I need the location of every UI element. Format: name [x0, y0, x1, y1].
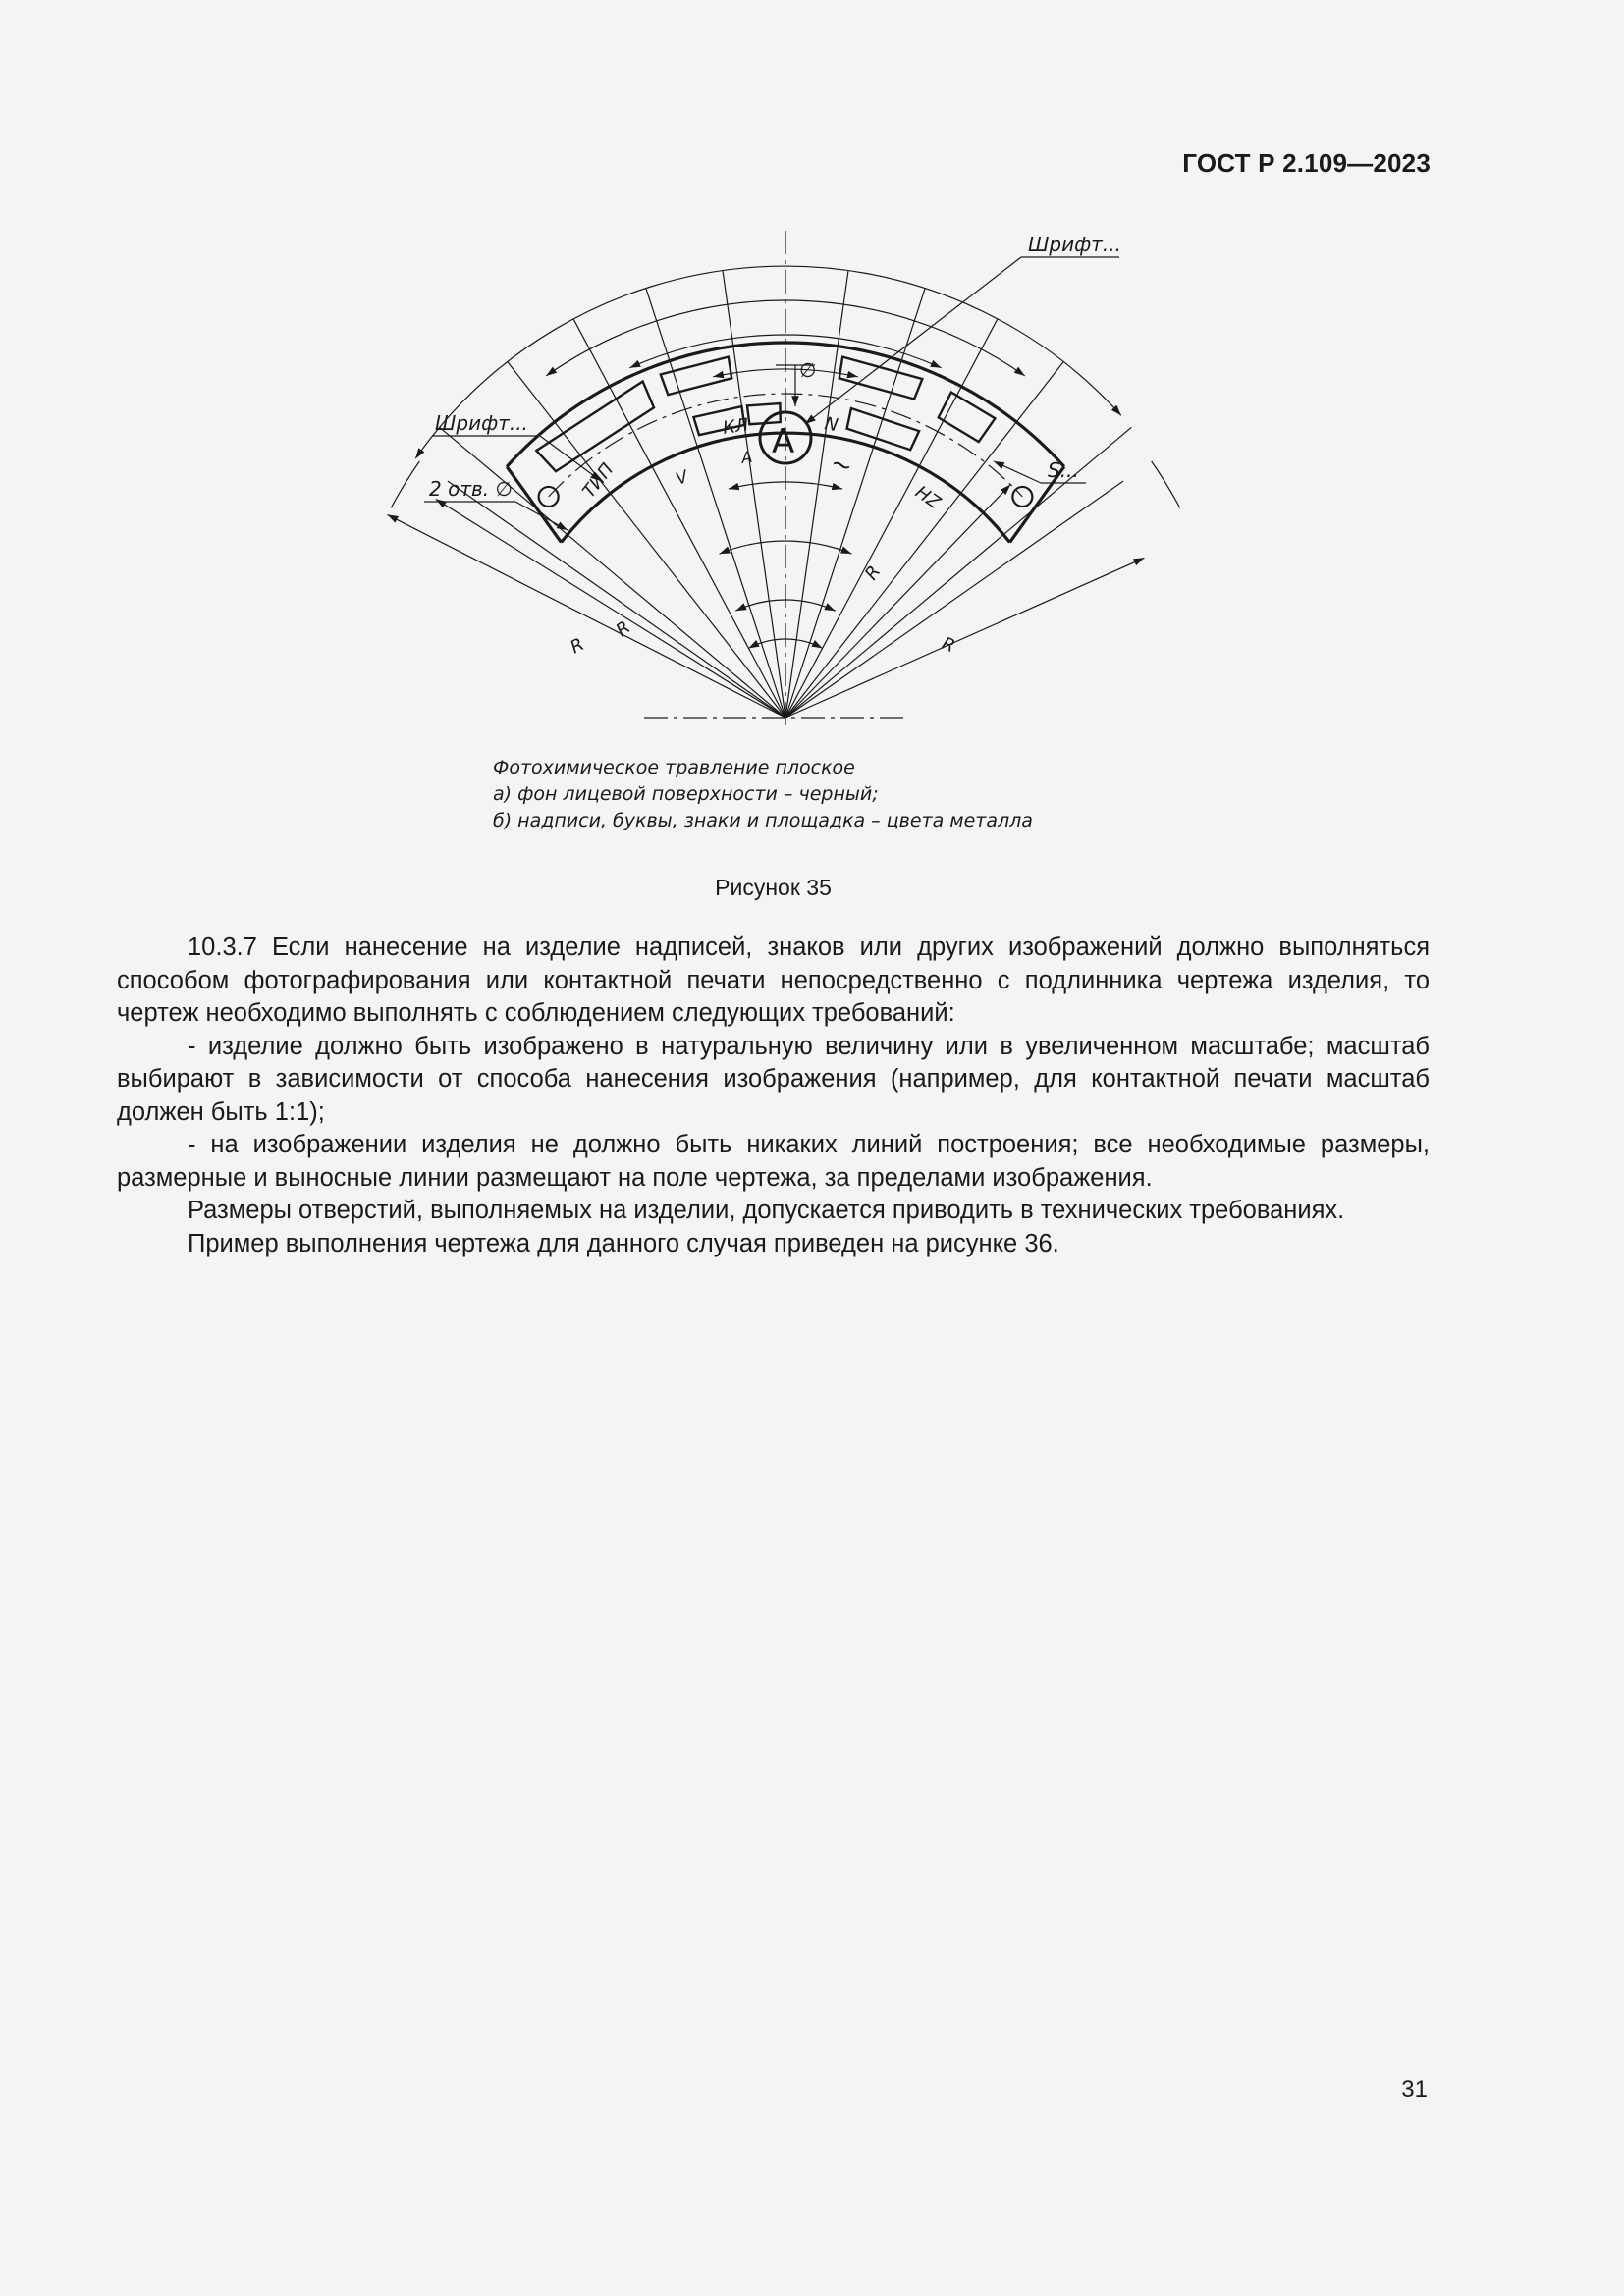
radius-line: [785, 558, 1144, 718]
mounting-hole: [539, 487, 559, 507]
figure-note-line: б) надписи, буквы, знаки и площадка – цвета металла: [493, 810, 1033, 831]
radius-line: [436, 499, 785, 718]
radius-label-1: R: [567, 633, 588, 659]
radial-line: [785, 270, 848, 718]
label-a-big: А: [772, 422, 795, 461]
label-kl: КЛ: [721, 414, 750, 439]
radius-dimension-arc: [391, 461, 419, 507]
callout-font-left: Шрифт...: [435, 411, 528, 435]
radial-line: [573, 319, 785, 718]
document-code: ГОСТ Р 2.109—2023: [1182, 148, 1431, 178]
figure-note-line: Фотохимическое травление плоское: [493, 757, 855, 778]
radius-line: [785, 485, 1010, 718]
page-number: 31: [1401, 2076, 1428, 2103]
label-tip: ТИП: [578, 459, 619, 503]
radius-dimension-arc: [1152, 461, 1180, 507]
radius-label-3: R: [860, 561, 886, 584]
paragraph: Размеры отверстий, выполняемых на изделии, допускается приводить в технических требованиях.: [188, 1197, 1345, 1224]
radial-line: [448, 481, 785, 718]
radial-line: [785, 481, 1123, 718]
figure-note-line: а) фон лицевой поверхности – черный;: [493, 783, 879, 805]
label-a-small: А: [739, 447, 754, 467]
label-hz: HZ: [911, 481, 945, 513]
figure-caption: Рисунок 35: [715, 875, 832, 900]
callout-holes: 2 отв. ∅: [429, 477, 513, 501]
paragraph: - изделие должно быть изображено в натуральную величину или в увеличенном масштабе; масштаб выбирают в зависимости от способа нанесения изображения (например, для контактной печати масштаб должен быть 1:1);: [117, 1032, 1430, 1126]
body-text: [117, 932, 1430, 1260]
label-n: N: [823, 413, 840, 437]
radial-line: [723, 270, 785, 718]
radius-line: [388, 514, 785, 718]
paragraph: Пример выполнения чертежа для данного случая приведен на рисунке 36.: [188, 1229, 1059, 1257]
radial-line: [646, 289, 785, 718]
radial-line: [785, 319, 998, 718]
paragraph: - на изображении изделия не должно быть никаких линий построения; все необходимые размеры, размерные и выносные линии размещают на поле чертежа, за пределами изображения.: [117, 1131, 1430, 1192]
leader-line: [515, 502, 568, 530]
radius-label-4: R: [939, 633, 958, 658]
label-v: V: [673, 466, 691, 490]
label-tilde: ~: [826, 448, 857, 484]
mounting-hole: [1012, 487, 1032, 507]
figure-notes: [493, 755, 1033, 834]
radial-line: [785, 289, 925, 718]
leader-line: [994, 461, 1041, 483]
callout-diameter: ∅: [799, 358, 817, 382]
radius-label-2: R: [612, 616, 635, 642]
callout-s: S...: [1048, 458, 1079, 482]
callout-font-top: Шрифт...: [1028, 233, 1121, 256]
inscription-pad: [661, 357, 731, 396]
paragraph: 10.3.7 Если нанесение на изделие надписей, знаков или других изображений должно выполняться способом фотографирования или контактной печати непосредственно с подлинника чертежа изделия, то чертеж необходимо выполнять с соблюдением следующих требований:: [117, 934, 1430, 1027]
